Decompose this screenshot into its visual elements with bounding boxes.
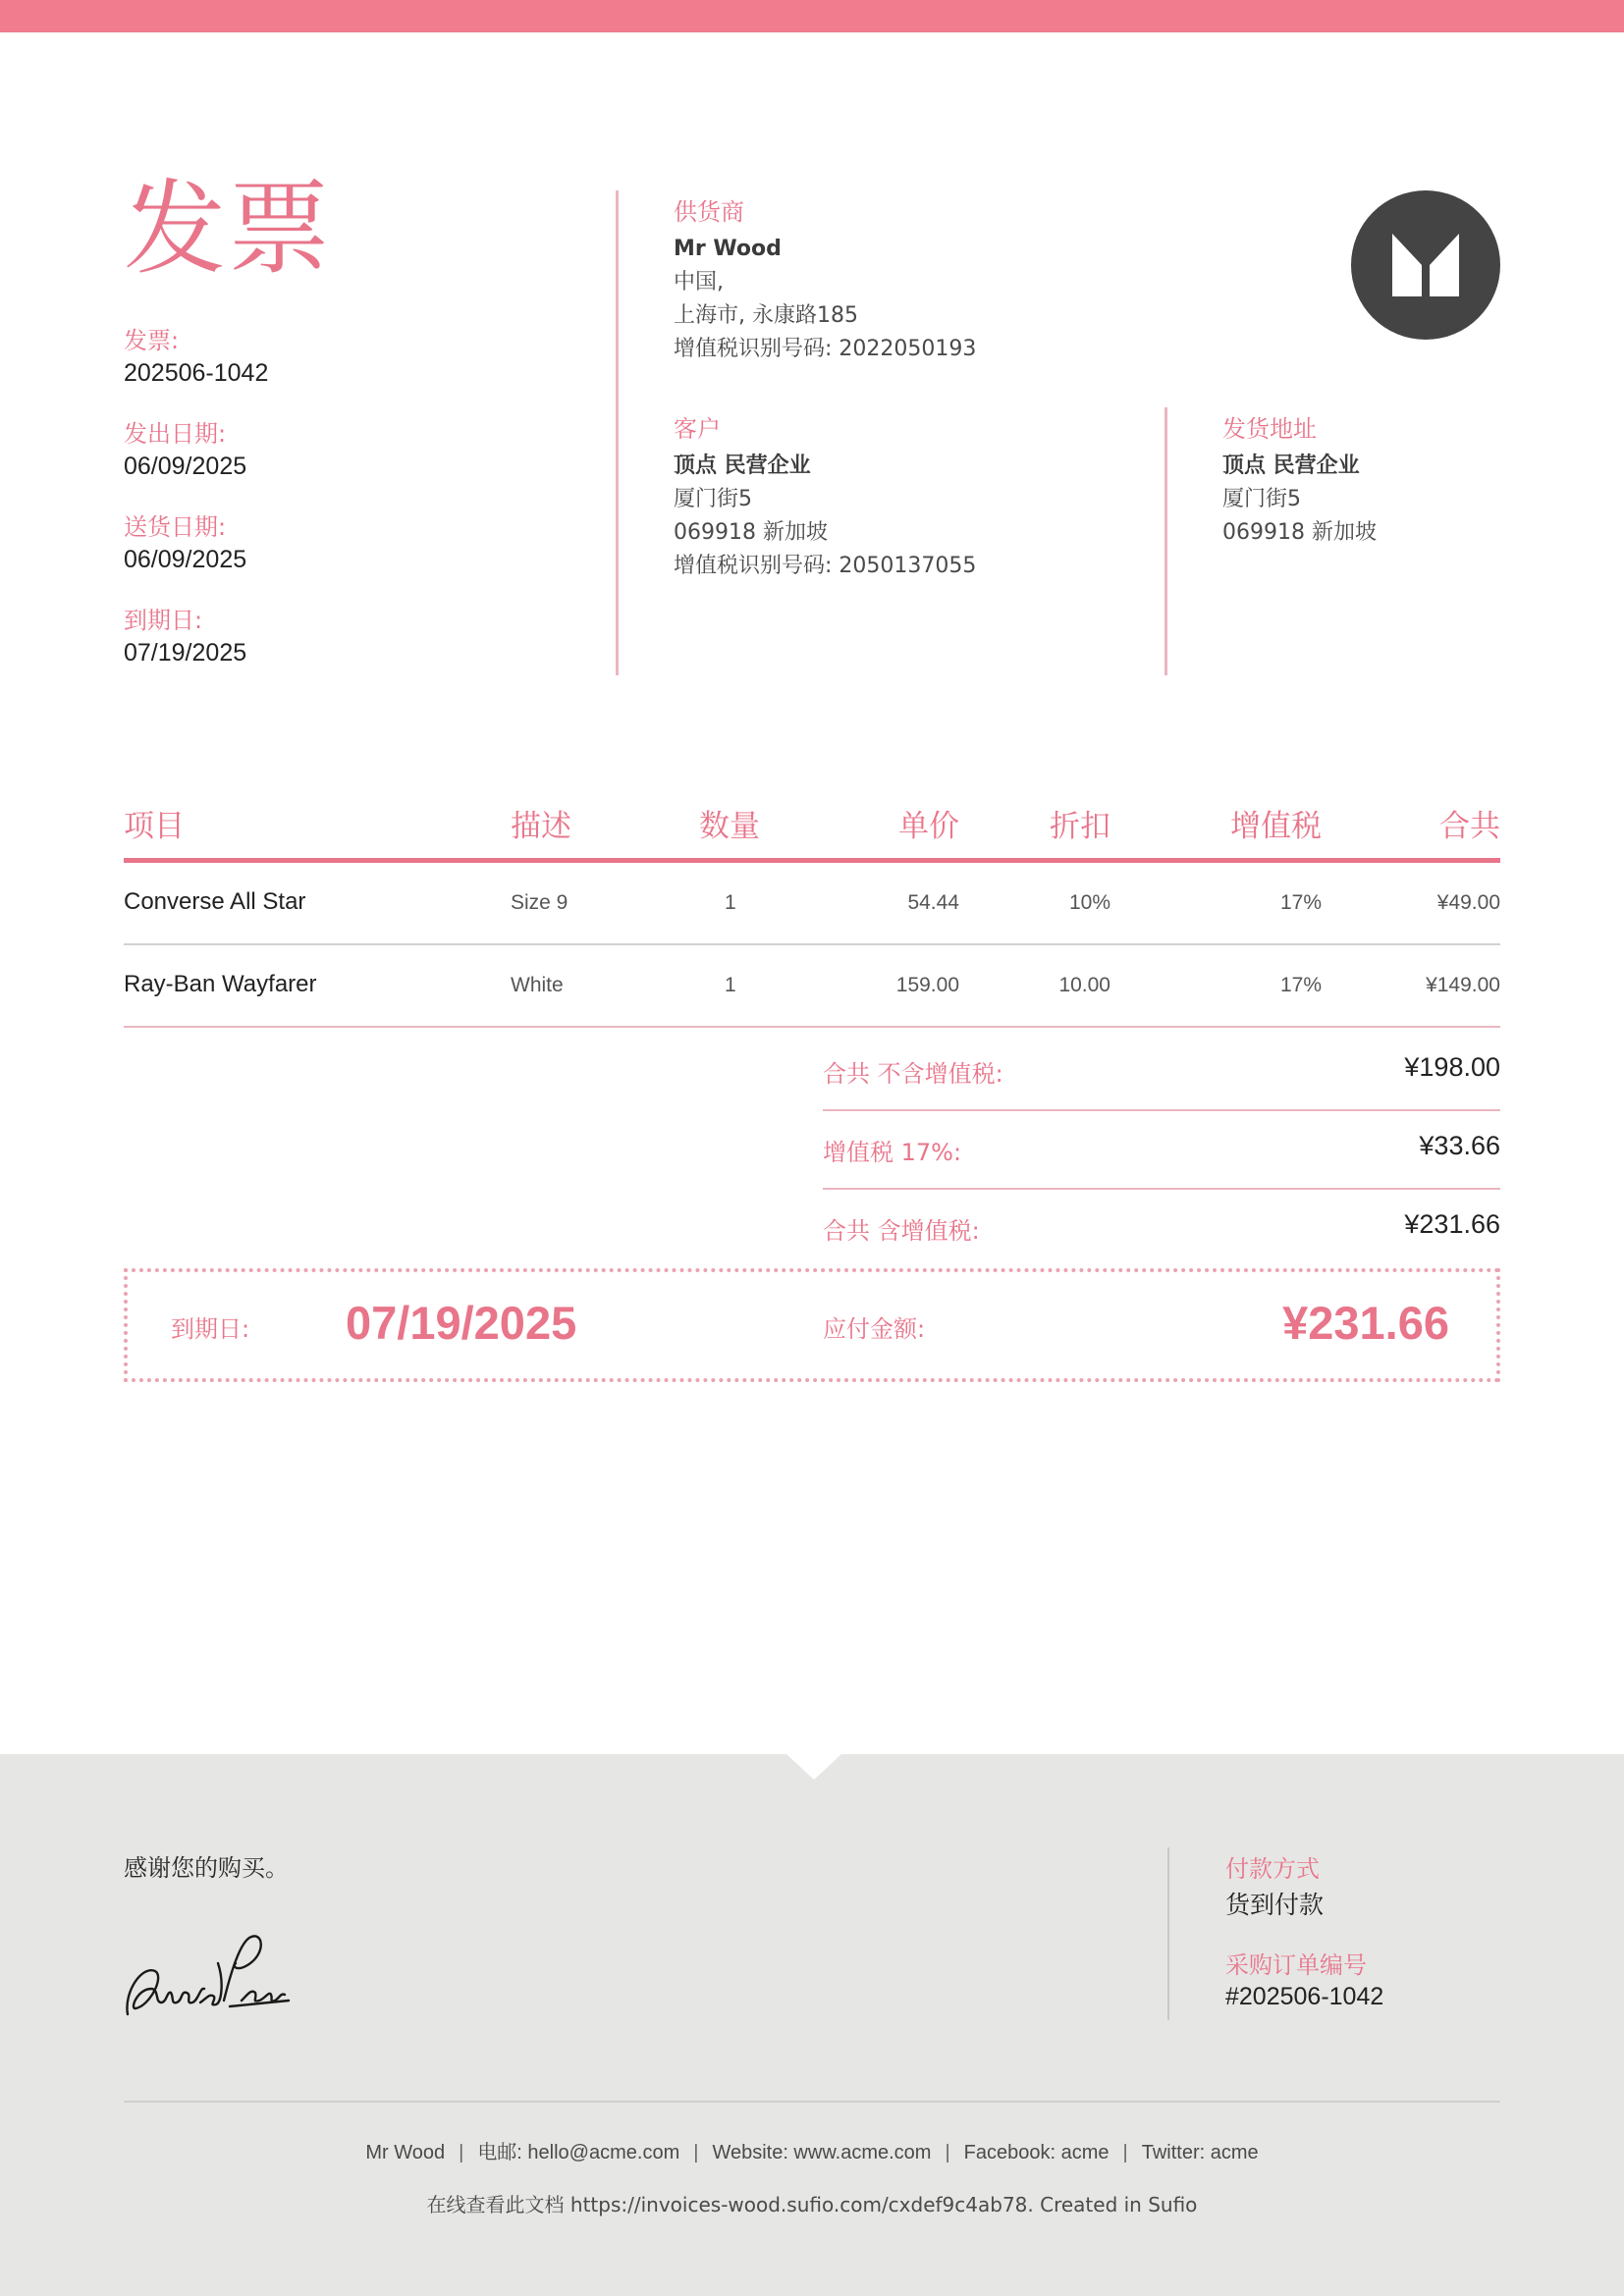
contact-email[interactable]: 电邮: hello@acme.com [477,2142,680,2163]
footer-notch [786,1754,841,1780]
delivery-date-label: 送货日期: [124,513,227,541]
supplier-vat-id: 增值税识别号码: 2022050193 [674,337,977,361]
shipping-block [1222,409,1377,550]
supplier-name: Mr Wood [674,237,782,261]
customer-label: 客户 [674,415,721,443]
cell-total: ¥49.00 [1436,891,1500,914]
top-accent-bar [0,0,1624,32]
row-divider [124,943,1500,945]
supplier-address-line: 中国, [674,270,724,294]
customer-name: 顶点 民营企业 [674,454,811,478]
cell-description: Size 9 [511,891,568,914]
contact-name: Mr Wood [365,2142,446,2163]
col-header-discount: 折扣 [1050,809,1110,844]
column-divider [616,190,619,675]
page-title: 发票 [124,169,333,289]
amount-due-label: 应付金额: [823,1315,926,1343]
thank-you-note: 感谢您的购买。 [124,1854,289,1882]
customer-address-line: 069918 新加坡 [674,520,828,545]
due-date-label: 到期日: [124,607,203,634]
shipping-name: 顶点 民营企业 [1222,454,1360,478]
footer-rule [124,2101,1500,2103]
cell-vat: 17% [1279,891,1322,914]
payment-method-value: 货到付款 [1225,1891,1325,1919]
cell-quantity: 1 [725,974,736,996]
cell-discount: 10.00 [1058,974,1110,996]
po-number-label: 采购订单编号 [1225,1951,1367,1979]
column-divider [1164,407,1167,675]
payment-method-label: 付款方式 [1225,1855,1320,1883]
shipping-label: 发货地址 [1222,415,1317,443]
cell-quantity: 1 [725,891,736,914]
customer-vat-id: 增值税识别号码: 2050137055 [674,554,977,578]
summary-divider [823,1109,1500,1111]
cell-item: Ray-Ban Wayfarer [124,971,317,997]
due-box-date-label: 到期日: [171,1315,250,1343]
vat-value: ¥33.66 [1419,1131,1500,1160]
invoice-number: 202506-1042 [124,359,269,387]
shipping-address-line: 069918 新加坡 [1222,520,1377,545]
contact-website[interactable]: Website: www.acme.com [712,2142,932,2163]
vat-label: 增值税 17%: [823,1139,962,1166]
row-divider [124,1026,1500,1028]
cell-item: Converse All Star [124,888,306,915]
contact-facebook[interactable]: Facebook: acme [963,2142,1110,2163]
total-value: ¥231.66 [1404,1209,1500,1239]
col-header-item: 项目 [124,809,185,844]
cell-description: White [511,974,564,996]
cell-vat: 17% [1279,974,1322,996]
due-date: 07/19/2025 [124,639,247,667]
shipping-address-line: 厦门街5 [1222,487,1301,511]
cell-discount: 10% [1068,891,1110,914]
online-document-link[interactable]: 在线查看此文档 https://invoices-wood.sufio.com/cxdef9c4ab78. Created in Sufio [426,2193,1198,2216]
customer-address-line: 厦门街5 [674,487,752,511]
col-header-unit-price: 单价 [898,809,959,844]
cell-unit-price: 159.00 [895,974,959,996]
issue-date: 06/09/2025 [124,453,247,480]
cell-total: ¥149.00 [1426,974,1500,996]
amount-due-value: ¥231.66 [1282,1297,1449,1349]
customer-block [674,409,976,583]
supplier-address-line: 上海市, 永康路185 [674,303,858,328]
invoice-number-label: 发票: [124,327,180,354]
cell-unit-price: 54.44 [907,891,959,914]
due-box-date: 07/19/2025 [346,1297,577,1349]
signature-image [122,1924,291,2022]
col-header-quantity: 数量 [699,809,760,844]
col-header-vat: 增值税 [1230,809,1322,844]
subtotal-label: 合共 不含增值税: [823,1060,1003,1088]
col-header-total: 合共 [1439,809,1500,844]
table-header-rule [124,858,1500,863]
col-header-description: 描述 [511,809,571,844]
total-label: 合共 含增值税: [823,1217,980,1245]
supplier-label: 供货商 [674,198,744,226]
footer-divider [1167,1847,1169,2020]
issue-date-label: 发出日期: [124,420,227,448]
contact-line: Mr Wood | 电邮: hello@acme.com | Website: www.acme.com | Facebook: acme | Twitter: acme [365,2142,1259,2163]
subtotal-value: ¥198.00 [1404,1052,1500,1082]
summary-divider [823,1188,1500,1190]
m-logo-icon [1351,190,1500,340]
supplier-block [674,192,976,366]
delivery-date: 06/09/2025 [124,546,247,573]
contact-twitter[interactable]: Twitter: acme [1141,2142,1259,2163]
po-number-value: #202506-1042 [1225,1983,1384,2010]
